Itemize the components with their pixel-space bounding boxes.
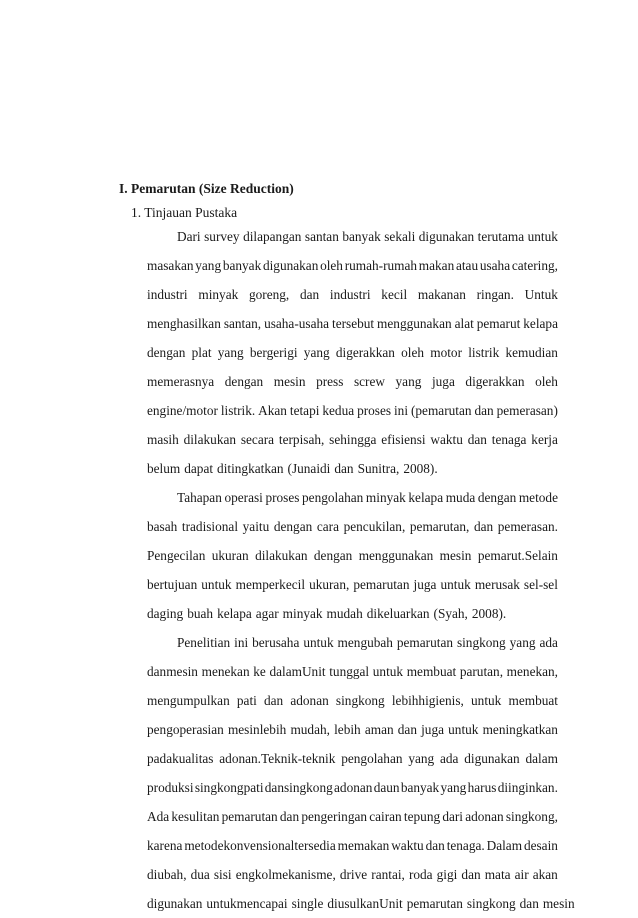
- word: lebih: [334, 722, 361, 737]
- word: pemarut.Selain: [477, 548, 558, 563]
- word: ringan.: [476, 287, 514, 302]
- word: adonan: [465, 809, 504, 824]
- word: kelapa: [523, 316, 558, 331]
- word: produksi: [147, 780, 194, 795]
- word: berusaha: [252, 635, 300, 650]
- word: merusak: [474, 577, 520, 592]
- word: muda: [445, 490, 476, 505]
- word: Sunitra,: [357, 461, 400, 476]
- word: parutan,: [459, 664, 504, 679]
- word: lebihhigienis,: [391, 693, 464, 708]
- word: kemudian: [505, 345, 558, 360]
- word: menekan: [201, 664, 250, 679]
- word: usaha-usaha: [264, 316, 330, 331]
- word: menggunakan: [377, 316, 452, 331]
- word: yang: [509, 635, 536, 650]
- word: pengolahan: [341, 751, 403, 766]
- word: dan: [279, 809, 300, 824]
- word: banyak: [222, 258, 262, 273]
- word: singkong: [456, 635, 506, 650]
- word: terutama: [477, 229, 525, 244]
- word: Dari: [177, 229, 201, 244]
- word: goreng,: [249, 287, 290, 302]
- text-line: [147, 831, 558, 860]
- text-line: [147, 222, 558, 251]
- word: kelapa: [217, 606, 252, 621]
- word: banyak: [342, 229, 381, 244]
- word: karena: [147, 838, 183, 853]
- word: ukuran,: [309, 577, 350, 592]
- word: cairan: [369, 809, 402, 824]
- word: roda: [408, 867, 433, 882]
- word: mengumpulkan: [147, 693, 230, 708]
- word: pati: [236, 693, 257, 708]
- word: ini: [234, 635, 249, 650]
- word: juga: [431, 374, 455, 389]
- word: tradisional: [181, 519, 239, 534]
- word: dengan: [147, 345, 186, 360]
- word: engkolmekanisme,: [235, 867, 336, 882]
- word: (Junaidi: [287, 461, 331, 476]
- word: proses: [357, 403, 392, 418]
- word: dengan: [477, 490, 517, 505]
- word: dan: [473, 519, 494, 534]
- word: single: [291, 896, 324, 911]
- word: mata: [484, 867, 511, 882]
- word: ada: [440, 751, 459, 766]
- text-line: [147, 686, 558, 715]
- word: singkong: [466, 896, 516, 911]
- word: menggunakan: [358, 548, 434, 563]
- word: danmesin: [147, 664, 198, 679]
- word: pengolahan: [302, 490, 364, 505]
- text-line: [147, 396, 558, 425]
- word: rantai,: [371, 867, 405, 882]
- word: digerakkan: [335, 345, 395, 360]
- word: waktu: [391, 838, 424, 853]
- word: memperkecil: [235, 577, 306, 592]
- paragraph: [147, 483, 558, 628]
- word: membuat: [508, 693, 558, 708]
- word: diinginkan.: [497, 780, 558, 795]
- text-line: [147, 483, 558, 512]
- word: secara: [240, 432, 275, 447]
- word: diusulkanUnit: [327, 896, 403, 911]
- word: mesin: [542, 896, 575, 911]
- text-line: [147, 251, 558, 280]
- body-text: [147, 222, 575, 918]
- word: yang: [395, 374, 422, 389]
- word: tenaga: [491, 432, 527, 447]
- word: terpisah,: [278, 432, 325, 447]
- word: dan: [519, 896, 539, 911]
- word: untuk: [372, 664, 404, 679]
- word: dalam: [525, 751, 558, 766]
- word: aman: [364, 722, 394, 737]
- word: mudah: [326, 606, 363, 621]
- word: dan: [425, 838, 445, 853]
- word: Untuk: [524, 287, 558, 302]
- word: mesin: [273, 374, 306, 389]
- word: pemarut: [476, 316, 521, 331]
- word: mesinlebih: [227, 722, 287, 737]
- word: yang: [303, 345, 330, 360]
- word: daun: [373, 780, 400, 795]
- word: 2008).: [403, 461, 438, 476]
- word: banyak: [400, 780, 440, 795]
- text-line: [147, 657, 558, 686]
- word: rumah-rumah: [344, 258, 418, 273]
- word: pemarutan: [353, 577, 410, 592]
- word: efisiensi: [381, 432, 426, 447]
- word: digerakkan: [465, 374, 525, 389]
- word: untuk: [303, 635, 334, 650]
- word: dengan: [224, 374, 264, 389]
- word: digunakan: [418, 229, 475, 244]
- word: dilapangan: [243, 229, 302, 244]
- word: pemarutan,: [409, 519, 470, 534]
- word: minyak: [365, 490, 406, 505]
- word: bergerigi: [249, 345, 298, 360]
- word: dan: [474, 403, 494, 418]
- word: akan: [532, 867, 558, 882]
- word: ini: [393, 403, 409, 418]
- word: dengan: [273, 519, 313, 534]
- word: Akan: [258, 403, 287, 418]
- word: untuk: [471, 693, 502, 708]
- text-line: [147, 715, 558, 744]
- word: kerja: [531, 432, 558, 447]
- word: agar: [255, 606, 279, 621]
- paragraph: [147, 222, 558, 483]
- word: oleh: [320, 258, 343, 273]
- word: daging: [147, 606, 184, 621]
- word: untuk: [448, 722, 479, 737]
- word: tepung: [403, 809, 441, 824]
- word: sekali: [384, 229, 416, 244]
- text-line: [147, 599, 558, 628]
- word: membuat: [406, 664, 457, 679]
- word: dan: [264, 693, 284, 708]
- word: ukuran: [211, 548, 249, 563]
- word: untukmencapai: [206, 896, 288, 911]
- word: untuk: [201, 577, 232, 592]
- word: mesin: [439, 548, 472, 563]
- word: untuk: [440, 577, 471, 592]
- word: tetapi: [289, 403, 320, 418]
- text-line: [147, 367, 558, 396]
- word: dilakukan: [255, 548, 308, 563]
- word: cara: [316, 519, 339, 534]
- word: tenaga.: [446, 838, 485, 853]
- word: yang: [408, 751, 435, 766]
- word: yang: [440, 780, 467, 795]
- word: drive: [339, 867, 368, 882]
- word: mudah,: [290, 722, 330, 737]
- word: engine/motor: [147, 403, 218, 418]
- word: industri: [329, 287, 371, 302]
- word: Ada: [147, 809, 170, 824]
- word: dan: [334, 461, 354, 476]
- word: makanan: [417, 287, 466, 302]
- word: sisi: [213, 867, 232, 882]
- word: listrik: [468, 345, 500, 360]
- word: pemarutan: [396, 635, 453, 650]
- word: masih: [147, 432, 179, 447]
- word: Dalam: [486, 838, 523, 853]
- word: adonan: [334, 780, 373, 795]
- word: dilakukan: [183, 432, 237, 447]
- word: ke: [253, 664, 266, 679]
- word: pemarutan: [221, 809, 278, 824]
- word: sehingga: [329, 432, 377, 447]
- word: juga: [413, 577, 437, 592]
- word: usaha: [479, 258, 511, 273]
- word: juga: [421, 722, 445, 737]
- word: motor: [430, 345, 463, 360]
- word: adonan: [290, 693, 329, 708]
- word: pengoperasian: [147, 722, 224, 737]
- word: proses: [265, 490, 300, 505]
- text-line: [147, 338, 558, 367]
- word: press: [316, 374, 344, 389]
- word: dan: [299, 287, 320, 302]
- word: dansingkong: [264, 780, 333, 795]
- section-heading: I. Pemarutan (Size Reduction): [119, 181, 294, 196]
- word: alat: [454, 316, 474, 331]
- word: menghasilkan: [147, 316, 221, 331]
- paragraph: [147, 628, 575, 918]
- text-line: [147, 425, 558, 454]
- text-line: [147, 541, 558, 570]
- word: waktu: [430, 432, 463, 447]
- word: metode: [518, 490, 558, 505]
- word: yang: [217, 345, 244, 360]
- word: meningkatkan: [482, 722, 558, 737]
- text-line: [147, 280, 558, 309]
- word: yaitu: [242, 519, 270, 534]
- word: oleh: [535, 374, 558, 389]
- word: ada: [539, 635, 558, 650]
- word: tersebut: [332, 316, 375, 331]
- word: (Syah,: [433, 606, 468, 621]
- word: dikeluarkan: [366, 606, 430, 621]
- word: belum: [147, 461, 181, 476]
- word: mengubah: [337, 635, 393, 650]
- word: industri: [147, 287, 188, 302]
- word: kesulitan: [171, 809, 220, 824]
- word: padakualitas: [147, 751, 214, 766]
- word: 2008).: [471, 606, 507, 621]
- word: makan: [418, 258, 455, 273]
- word: adonan.Teknik-teknik: [219, 751, 336, 766]
- word: atau: [455, 258, 479, 273]
- text-line: [147, 512, 558, 541]
- word: dan: [397, 722, 417, 737]
- word: untuk: [527, 229, 558, 244]
- text-line: [147, 773, 558, 802]
- word: digunakan: [262, 258, 319, 273]
- word: singkong: [335, 693, 385, 708]
- word: sel-sel: [523, 577, 558, 592]
- word: Tahapan: [177, 490, 222, 505]
- word: kedua: [322, 403, 355, 418]
- word: metodekonvensionaltersedia: [184, 838, 336, 853]
- text-line: [147, 570, 558, 599]
- word: harus: [467, 780, 497, 795]
- word: air: [514, 867, 529, 882]
- word: operasi: [224, 490, 263, 505]
- text-line: [147, 744, 558, 773]
- word: menekan,: [506, 664, 558, 679]
- subsection-heading: 1. Tinjauan Pustaka: [131, 205, 238, 220]
- word: memerasnya: [147, 374, 215, 389]
- word: Penelitian: [177, 635, 231, 650]
- word: minyak: [282, 606, 323, 621]
- word: pengeringan: [301, 809, 368, 824]
- word: dari: [442, 809, 464, 824]
- word: screw: [353, 374, 385, 389]
- word: dan: [467, 432, 487, 447]
- word: santan,: [223, 316, 262, 331]
- word: gigi: [436, 867, 458, 882]
- word: yang: [195, 258, 222, 273]
- word: dapat: [184, 461, 214, 476]
- word: diubah,: [147, 867, 187, 882]
- word: pemarutan: [406, 896, 463, 911]
- word: catering,: [511, 258, 558, 273]
- word: dua: [190, 867, 210, 882]
- text-line: [147, 802, 558, 831]
- word: digunakan: [464, 751, 520, 766]
- word: listrik.: [220, 403, 256, 418]
- word: dalamUnit: [269, 664, 326, 679]
- word: pemerasan): [496, 403, 558, 418]
- word: basah: [147, 519, 178, 534]
- word: dengan: [313, 548, 353, 563]
- text-line: [147, 889, 575, 918]
- word: dan: [461, 867, 481, 882]
- word: bertujuan: [147, 577, 198, 592]
- word: memakan: [337, 838, 390, 853]
- word: santan: [304, 229, 339, 244]
- word: masakan: [147, 258, 194, 273]
- word: kelapa: [408, 490, 444, 505]
- word: kecil: [381, 287, 408, 302]
- word: desain: [523, 838, 558, 853]
- text-line: [147, 309, 558, 338]
- word: singkongpati: [194, 780, 264, 795]
- word: minyak: [198, 287, 239, 302]
- word: survey: [204, 229, 240, 244]
- word: singkong,: [505, 809, 558, 824]
- word: digunakan: [147, 896, 203, 911]
- text-line: [147, 628, 558, 657]
- word: plat: [191, 345, 212, 360]
- word: tunggal: [329, 664, 370, 679]
- word: Pengecilan: [147, 548, 206, 563]
- word: pencukilan,: [343, 519, 406, 534]
- word: buah: [187, 606, 214, 621]
- word: (pemarutan: [410, 403, 472, 418]
- word: ditingkatkan: [217, 461, 284, 476]
- text-line: [147, 860, 558, 889]
- word: pemerasan.: [497, 519, 558, 534]
- word: oleh: [401, 345, 425, 360]
- text-line: [147, 454, 558, 483]
